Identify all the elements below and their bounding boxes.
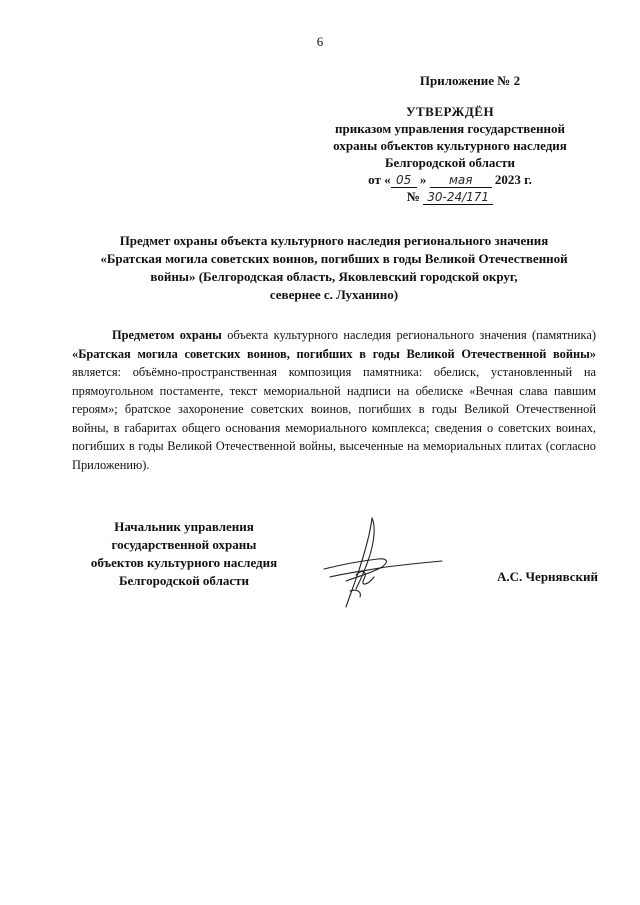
date-day-handwritten: 05 xyxy=(391,174,417,188)
approval-line: приказом управления государственной xyxy=(335,121,565,136)
approval-block xyxy=(300,72,600,205)
number-prefix: № xyxy=(406,189,420,204)
number-handwritten: 30-24/171 xyxy=(423,191,493,205)
signer-position-line: государственной охраны xyxy=(111,537,257,552)
approval-line: охраны объектов культурного наследия xyxy=(333,138,567,153)
title-line: Предмет охраны объекта культурного наследия регионального значения xyxy=(119,233,549,248)
page-number: 6 xyxy=(316,34,324,49)
signer-name: А.С. Чернявский xyxy=(496,569,598,584)
handwritten-signature xyxy=(316,515,446,615)
appendix-label: Приложение № 2 xyxy=(419,73,521,88)
body-text-part: является: объёмно-пространственная композиция памятника: обелиск, установленный на прямоугольном постаменте, текст мемориальной надписи на обелиске «Вечная слава павшим героям»; братское захоронение советских воинов, погибших в годы Великой Отечественной войны, в габаритах общего основания мемориального комплекса; сведения о советских воинах, погибших в годы Великой Отечественной войны, высеченные на мемориальных плитах (согласно Приложению). xyxy=(72,365,596,472)
date-mid: » xyxy=(419,172,427,187)
title-line: севернее с. Луханино) xyxy=(269,287,399,302)
approval-number xyxy=(300,188,600,205)
body-lead-bold: Предметом охраны xyxy=(112,328,222,342)
approved-heading: УТВЕРЖДЁН xyxy=(405,104,495,119)
body-paragraph xyxy=(72,326,596,474)
date-month-handwritten: мая xyxy=(430,174,492,188)
signer-position-line: Белгородской области xyxy=(118,573,250,588)
body-object-bold: «Братская могила советских воинов, погибших в годы Великой Отечественной войны» xyxy=(72,346,596,361)
signer-position xyxy=(72,518,296,590)
document-title xyxy=(72,232,596,304)
date-prefix: от « xyxy=(368,172,391,187)
signer-position-line: Начальник управления xyxy=(114,519,254,534)
date-year: 2023 г. xyxy=(494,172,532,187)
title-line: войны» (Белгородская область, Яковлевский городской округ, xyxy=(150,269,518,284)
approval-date xyxy=(300,171,600,188)
body-text-part: объекта культурного наследия регионального значения (памятника) xyxy=(221,328,596,342)
title-line: «Братская могила советских воинов, погибших в годы Великой Отечественной xyxy=(100,251,568,266)
signer-position-line: объектов культурного наследия xyxy=(90,555,278,570)
approval-line: Белгородской области xyxy=(384,155,516,170)
